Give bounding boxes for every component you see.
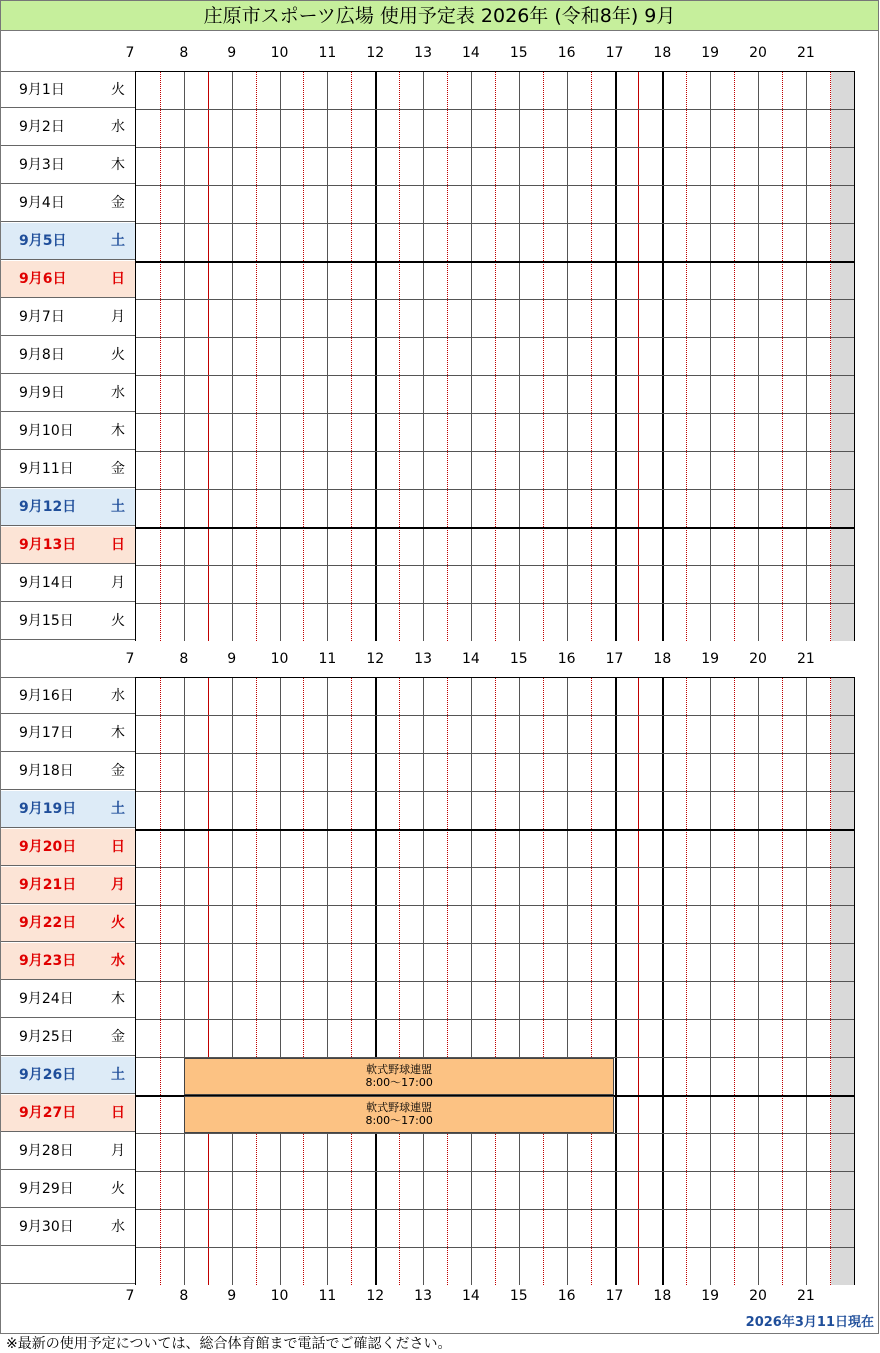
hour-label: 18 xyxy=(653,1288,672,1304)
row-line xyxy=(136,1133,854,1134)
row-line xyxy=(136,489,854,490)
half-hour-line xyxy=(734,72,735,641)
hour-line xyxy=(471,72,472,641)
hour-line xyxy=(710,72,711,641)
day-weekday: 金 xyxy=(111,195,125,211)
hour-label: 10 xyxy=(270,651,289,667)
day-weekday: 土 xyxy=(111,1067,125,1083)
hour-label: 18 xyxy=(653,45,672,61)
day-weekday: 月 xyxy=(111,309,125,325)
day-date: 9月8日 xyxy=(19,347,65,363)
hour-label: 10 xyxy=(270,1288,289,1304)
hour-line xyxy=(662,72,664,641)
row-line xyxy=(136,261,854,263)
day-date: 9月15日 xyxy=(19,613,74,629)
page-title: 庄原市スポーツ広場 使用予定表 2026年 (令和8年) 9月 xyxy=(1,1,878,31)
hour-label: 16 xyxy=(557,651,576,667)
day-date: 9月21日 xyxy=(19,877,77,893)
day-date: 9月20日 xyxy=(19,839,77,855)
hour-label: 15 xyxy=(509,45,528,61)
hour-label: 15 xyxy=(509,1288,528,1304)
day-weekday: 木 xyxy=(111,423,125,439)
hour-label: 14 xyxy=(462,651,480,667)
day-date: 9月23日 xyxy=(19,953,77,969)
event-time: 8:00～17:00 xyxy=(365,1076,433,1089)
day-date: 9月27日 xyxy=(19,1105,77,1121)
hour-label: 11 xyxy=(318,651,337,667)
hour-label: 20 xyxy=(749,651,767,667)
day-date: 9月11日 xyxy=(19,461,74,477)
half-hour-line xyxy=(495,72,496,641)
hour-label: 14 xyxy=(462,1288,480,1304)
day-weekday: 水 xyxy=(111,385,125,401)
hour-label: 11 xyxy=(318,1288,337,1304)
half-hour-line xyxy=(830,72,831,641)
day-weekday: 火 xyxy=(111,1181,125,1197)
day-weekday: 水 xyxy=(111,688,125,704)
row-line xyxy=(136,185,854,186)
day-date: 9月25日 xyxy=(19,1029,74,1045)
half-hour-line xyxy=(591,72,592,641)
day-date: 9月10日 xyxy=(19,423,74,439)
day-date: 9月4日 xyxy=(19,195,65,211)
hour-label: 9 xyxy=(227,1288,237,1304)
hour-line xyxy=(758,72,759,641)
day-weekday: 日 xyxy=(111,537,125,553)
event-time: 8:00～17:00 xyxy=(365,1114,433,1127)
hour-label: 15 xyxy=(509,651,528,667)
hour-label: 12 xyxy=(366,651,385,667)
as-of-date: 2026年3月11日現在 xyxy=(745,1315,874,1330)
closed-hours-shade xyxy=(831,72,854,641)
day-date: 9月29日 xyxy=(19,1181,74,1197)
row-line xyxy=(136,223,854,224)
hour-line xyxy=(806,72,807,641)
half-hour-line xyxy=(303,72,304,641)
row-line xyxy=(136,375,854,376)
day-date: 9月1日 xyxy=(19,82,65,98)
hour-label: 8 xyxy=(179,1288,189,1304)
day-weekday: 土 xyxy=(111,499,125,515)
hour-label: 12 xyxy=(366,1288,385,1304)
day-date: 9月19日 xyxy=(19,801,77,817)
day-date: 9月6日 xyxy=(19,271,67,287)
day-weekday: 木 xyxy=(111,157,125,173)
hour-label: 14 xyxy=(462,45,480,61)
half-hour-line xyxy=(399,72,400,641)
day-date: 9月5日 xyxy=(19,233,67,249)
hour-line xyxy=(232,72,233,641)
half-hour-line xyxy=(543,72,544,641)
hour-label: 13 xyxy=(414,651,432,667)
half-hour-line xyxy=(638,72,639,641)
day-weekday: 月 xyxy=(111,1143,125,1159)
row-line xyxy=(136,109,854,110)
row-line xyxy=(136,147,854,148)
row-line xyxy=(136,413,854,414)
hour-line xyxy=(280,72,281,641)
row-line xyxy=(136,753,854,754)
day-date: 9月14日 xyxy=(19,575,74,591)
half-hour-line xyxy=(208,72,209,641)
hour-line xyxy=(519,72,520,641)
hour-label: 11 xyxy=(318,45,337,61)
row-line xyxy=(136,1247,854,1248)
hour-line xyxy=(184,72,185,641)
day-weekday: 木 xyxy=(111,991,125,1007)
day-weekday: 日 xyxy=(111,271,125,287)
day-date: 9月30日 xyxy=(19,1219,74,1235)
hour-label: 21 xyxy=(796,1288,815,1304)
day-date: 9月17日 xyxy=(19,725,74,741)
hour-label: 13 xyxy=(414,45,432,61)
hour-label: 18 xyxy=(653,651,672,667)
hour-label: 19 xyxy=(701,45,720,61)
row-line xyxy=(136,1209,854,1210)
row-line xyxy=(136,1171,854,1172)
day-weekday: 木 xyxy=(111,725,125,741)
hour-label: 8 xyxy=(179,45,189,61)
hour-label: 21 xyxy=(796,651,815,667)
day-date: 9月9日 xyxy=(19,385,65,401)
row-line xyxy=(136,943,854,944)
day-date: 9月2日 xyxy=(19,119,65,135)
row-line xyxy=(136,565,854,566)
day-label-column xyxy=(1,71,136,641)
hour-line xyxy=(375,72,377,641)
time-grid xyxy=(136,71,855,641)
row-line xyxy=(136,603,854,604)
hour-label: 20 xyxy=(749,45,767,61)
half-hour-line xyxy=(256,72,257,641)
row-line xyxy=(136,299,854,300)
day-date: 9月18日 xyxy=(19,763,74,779)
event-block[interactable] xyxy=(184,1096,615,1133)
hour-label: 21 xyxy=(796,45,815,61)
hour-label: 13 xyxy=(414,1288,432,1304)
day-weekday: 土 xyxy=(111,801,125,817)
time-grid xyxy=(136,677,855,1285)
hour-label: 19 xyxy=(701,1288,720,1304)
hour-line xyxy=(423,72,424,641)
day-date: 9月26日 xyxy=(19,1067,77,1083)
hour-label: 8 xyxy=(179,651,189,667)
hour-label: 17 xyxy=(605,45,624,61)
half-hour-line xyxy=(686,72,687,641)
footer-note: ※最新の使用予定については、総合体育館まで電話でご確認ください。 xyxy=(6,1336,452,1352)
day-label-column xyxy=(1,677,136,1285)
day-date: 9月22日 xyxy=(19,915,77,931)
row-line xyxy=(136,451,854,452)
day-weekday: 金 xyxy=(111,763,125,779)
day-weekday: 土 xyxy=(111,233,125,249)
day-weekday: 火 xyxy=(111,915,125,931)
hour-label: 17 xyxy=(605,1288,624,1304)
row-line xyxy=(136,715,854,716)
hour-label: 7 xyxy=(125,651,135,667)
day-date: 9月7日 xyxy=(19,309,65,325)
day-weekday: 金 xyxy=(111,1029,125,1045)
hour-label: 19 xyxy=(701,651,720,667)
day-weekday: 火 xyxy=(111,82,125,98)
hour-label: 7 xyxy=(125,45,135,61)
hour-label: 20 xyxy=(749,1288,767,1304)
half-hour-line xyxy=(447,72,448,641)
day-weekday: 月 xyxy=(111,877,125,893)
half-hour-line xyxy=(351,72,352,641)
row-line xyxy=(136,791,854,792)
row-line xyxy=(136,905,854,906)
hour-line xyxy=(567,72,568,641)
hour-label: 16 xyxy=(557,45,576,61)
hour-label: 12 xyxy=(366,45,385,61)
day-date: 9月13日 xyxy=(19,537,77,553)
day-date: 9月16日 xyxy=(19,688,74,704)
half-hour-line xyxy=(160,72,161,641)
event-name: 軟式野球連盟 xyxy=(366,1101,433,1114)
day-weekday: 火 xyxy=(111,613,125,629)
hour-line xyxy=(615,72,617,641)
hour-label: 17 xyxy=(605,651,624,667)
day-date: 9月3日 xyxy=(19,157,65,173)
hour-label: 7 xyxy=(125,1288,135,1304)
day-date: 9月28日 xyxy=(19,1143,74,1159)
day-weekday: 日 xyxy=(111,1105,125,1121)
hour-label: 9 xyxy=(227,651,237,667)
day-date: 9月12日 xyxy=(19,499,77,515)
day-weekday: 水 xyxy=(111,119,125,135)
hour-label: 16 xyxy=(557,1288,576,1304)
hour-label: 10 xyxy=(270,45,289,61)
hour-label: 9 xyxy=(227,45,237,61)
day-weekday: 水 xyxy=(111,953,125,969)
row-line xyxy=(136,337,854,338)
day-weekday: 日 xyxy=(111,839,125,855)
event-name: 軟式野球連盟 xyxy=(366,1063,433,1076)
row-line xyxy=(136,867,854,868)
event-block[interactable] xyxy=(184,1058,615,1095)
day-weekday: 火 xyxy=(111,347,125,363)
day-date: 9月24日 xyxy=(19,991,74,1007)
row-line xyxy=(136,1019,854,1020)
hour-line xyxy=(327,72,328,641)
day-weekday: 水 xyxy=(111,1219,125,1235)
day-weekday: 月 xyxy=(111,575,125,591)
day-weekday: 金 xyxy=(111,461,125,477)
half-hour-line xyxy=(782,72,783,641)
row-line xyxy=(136,527,854,529)
row-line xyxy=(136,981,854,982)
row-line xyxy=(136,829,854,831)
